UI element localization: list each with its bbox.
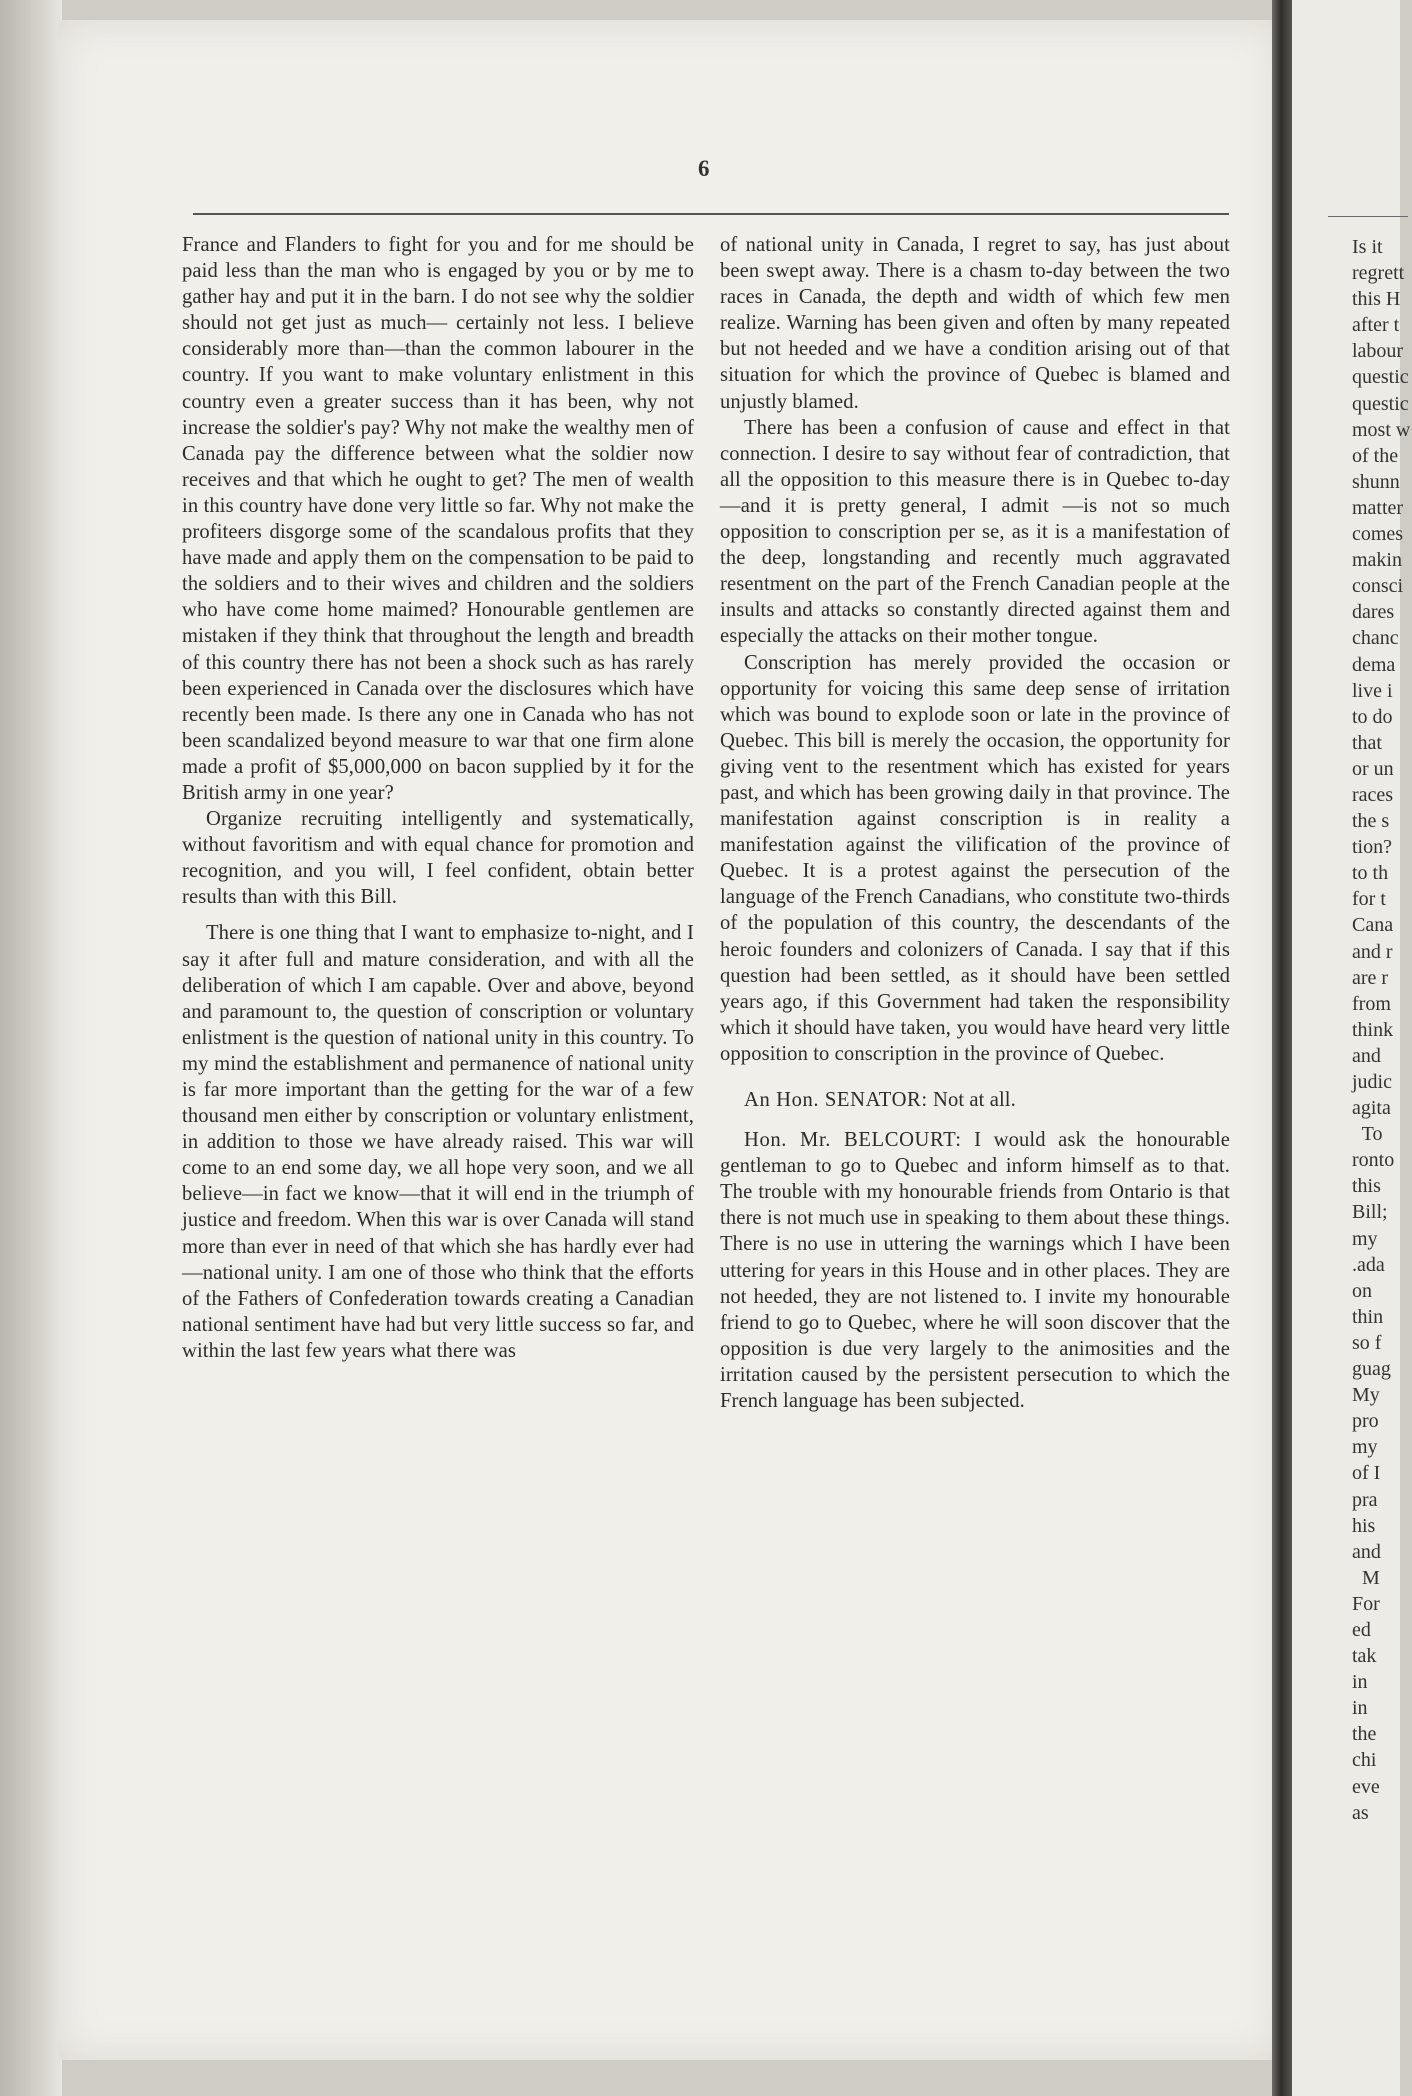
reply-speaker: Hon. Mr. BELCOURT:: [744, 1129, 962, 1152]
next-page-text-fragment: Is it regrett this H after t labour questic questic most w of the shunn matter comes makin consci dares chanc dema live i to do that or un races the s tion? to th for t Cana and r are r from think and judic agita To ronto this Bill; my .ada on thin so f guag My pro my of I pra his and M For ed tak in in the chi eve as: [1352, 236, 1411, 1824]
interjection: [720, 1087, 1230, 1113]
next-page-rule: [1328, 216, 1408, 217]
left-paragraph-3: There is one thing that I want to emphasize to-night, and I say it after full and mature consideration, and with all the deliberation of which I am capable. Over and above, beyond and paramount to, the question of conscription or voluntary enlistment is the question of national unity in this country. To my mind the establishment and permanence of national unity is far more important than the getting for the war of a few thousand men either by conscription or voluntary enlistment, in addition to those we have already raised. This war will come to an end some day, we all hope very soon, and we all believe—in fact we know—that it will end in the triumph of justice and freedom. When this war is over Canada will stand more than ever in need of that which she has hardly ever had—national unity. I am one of those who think that the efforts of the Fathers of Confederation towards creating a Canadian national sentiment have had but very little success so far, and within the last few years what there was: [182, 922, 694, 1362]
left-paragraph-2: Organize recruiting intelligently and systematically, without favoritism and with equal chance for promotion and recognition, and you will, I feel confident, obtain better results than with this Bill.: [182, 808, 694, 909]
interjection-text: Not at all.: [932, 1089, 1016, 1111]
right-column: [720, 232, 1230, 1414]
next-page-edge: [1292, 0, 1411, 2096]
right-paragraph-3: Conscription has merely provided the occasion or opportunity for voicing this same deep sense of irritation which was bound to explode soon or late in the province of Quebec. This bill is merely the occasion, the opportunity for giving vent to the resentment which has existed for years past, and which has been growing daily in that province. The manifestation against conscription is in reality a manifestation against the vilification of the province of Quebec. It is a protest against the persecution of the language of the French Canadians, who constitute two-thirds of the population of this country, the descendants of the heroic founders and colonizers of Canada. I say that if this question had been settled, as it should have been settled years ago, if this Government had taken the responsibility which it should have taken, you would have heard very little opposition to conscription in the province of Quebec.: [720, 651, 1230, 1065]
reply-text: I would ask the honourable gentleman to go to Quebec and inform himself as to that. The trouble with my honourable friends from Ontario is that there is not much use in speaking to them about these things. There is no use in uttering the warnings which I have been uttering for years in this House and in other places. They are not heeded, they are not listened to. I invite my honourable friend to go to Quebec, where he will soon discover that the opposition is due very largely to the animosities and the irritation caused by the persistent persecution to which the French language has been subjected.: [720, 1129, 1231, 1413]
scan-left-margin: [0, 0, 62, 2096]
right-paragraph-2: There has been a confusion of cause and effect in that connection. I desire to say without fear of contradiction, that all the opposition to this measure there is in Quebec to-day—and it is pretty general, I admit —is not so much opposition to conscription per se, as it is a manifestation of the deep, longstanding and recently much aggravated resentment on the part of the French Canadian people at the insults and attacks so constantly directed against them and especially the attacks on their mother tongue.: [720, 416, 1230, 648]
interjection-speaker: An Hon. SENATOR:: [744, 1089, 928, 1111]
book-gutter: [1272, 0, 1292, 2096]
left-column: [182, 232, 694, 1364]
header-rule: [193, 213, 1229, 215]
page-number: 6: [698, 156, 710, 181]
reply: [720, 1127, 1230, 1414]
right-paragraph-1: of national unity in Canada, I regret to say, has just about been swept away. There is a chasm to-day between the two races in Canada, the depth and width of which few men realize. Warning has been given and often by many repeated but not heeded and we have a condition arising out of that situation for which the province of Quebec is blamed and unjustly blamed.: [720, 234, 1230, 413]
left-paragraph-1: France and Flanders to fight for you and for me should be paid less than the man who is engaged by you or by me to gather hay and put it in the barn. I do not see why the soldier should not get just as much— certainly not less. I believe considerably more than—than the common labourer in the country. If you want to make voluntary enlistment in this country even a greater success than it has been, why not increase the soldier's pay? Why not make the wealthy men of Canada pay the difference between what the soldier now receives and that which he ought to get? The men of wealth in this country have done very little so far. Why not make the profiteers disgorge some of the scandalous profits that they have made and apply them on the compensation to be paid to the soldiers and to their wives and children and the soldiers who have come home maimed? Honourable gentlemen are mistaken if they think that throughout the length and breadth of this country there has not been a shock such as has rarely been experienced in Canada over the disclosures which have recently been made. Is there any one in Canada who has not been scandalized beyond measure to war that one firm alone made a profit of $5,000,000 on bacon supplied by it for the British army in one year?: [182, 234, 694, 804]
